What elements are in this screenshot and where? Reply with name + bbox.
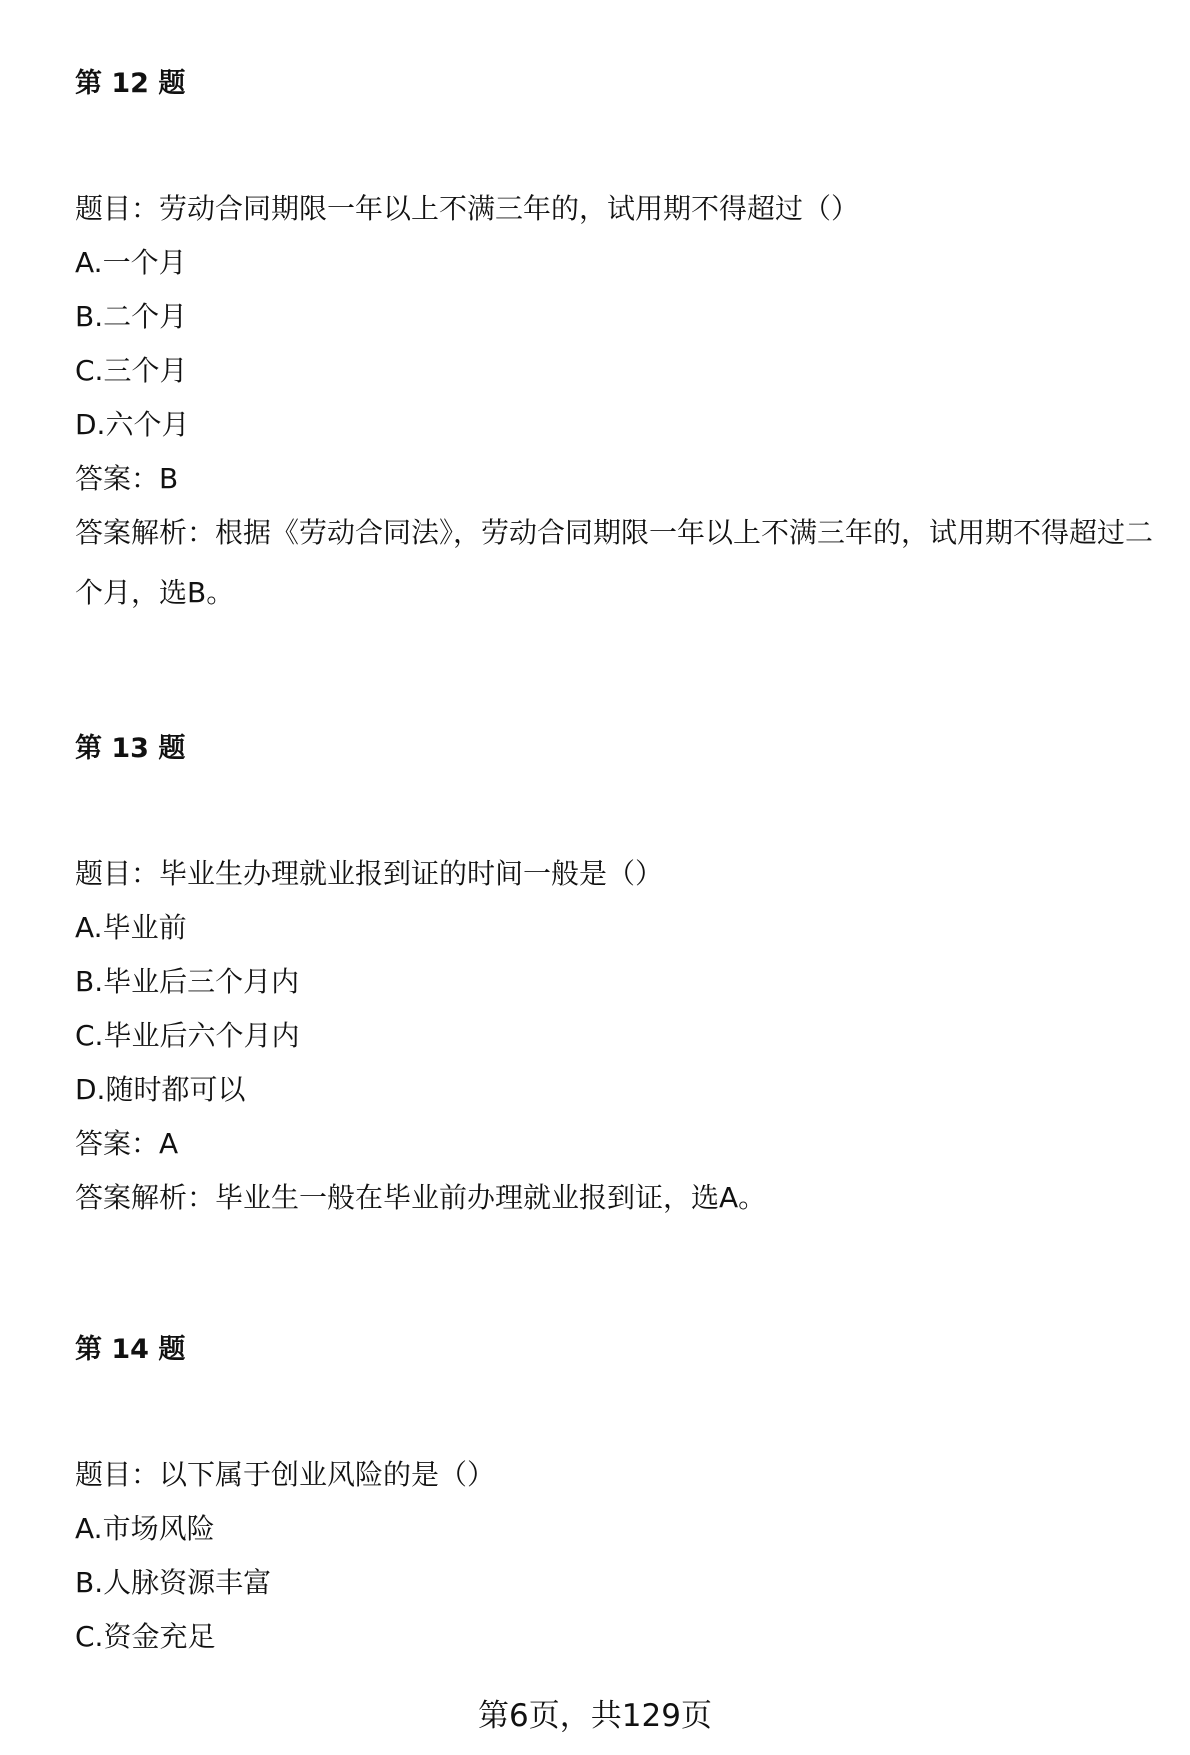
question-14-option-a: A.市场风险: [75, 1512, 215, 1545]
question-13-option-c: C.毕业后六个月内: [75, 1019, 300, 1052]
question-12-option-c: C.三个月: [75, 354, 188, 387]
question-12-option-d: D.六个月: [75, 408, 190, 441]
question-14-option-c: C.资金充足: [75, 1620, 216, 1653]
question-14-stem: 题目：以下属于创业风险的是（）: [75, 1458, 496, 1491]
question-12-stem: 题目：劳动合同期限一年以上不满三年的，试用期不得超过（）: [75, 192, 860, 225]
question-13-stem: 题目：毕业生办理就业报到证的时间一般是（）: [75, 857, 664, 890]
question-13-heading: 第 13 题: [75, 733, 186, 764]
question-12-answer: 答案：B: [75, 462, 179, 495]
page-indicator: 第6页，共129页: [478, 1698, 712, 1734]
question-13-option-a: A.毕业前: [75, 911, 187, 944]
question-12-explanation: 答案解析：根据《劳动合同法》，劳动合同期限一年以上不满三年的，试用期不得超过二个月，选B。: [75, 516, 1154, 609]
question-13-option-d: D.随时都可以: [75, 1073, 246, 1106]
question-14-option-b: B.人脉资源丰富: [75, 1566, 272, 1599]
question-13-answer: 答案：A: [75, 1127, 179, 1160]
question-13-explanation: 答案解析：毕业生一般在毕业前办理就业报到证，选A。: [75, 1181, 767, 1214]
question-13-option-b: B.毕业后三个月内: [75, 965, 300, 998]
question-12-option-a: A.一个月: [75, 246, 187, 279]
question-12-option-b: B.二个月: [75, 300, 188, 333]
question-12-heading: 第 12 题: [75, 68, 186, 99]
question-14-heading: 第 14 题: [75, 1334, 186, 1365]
